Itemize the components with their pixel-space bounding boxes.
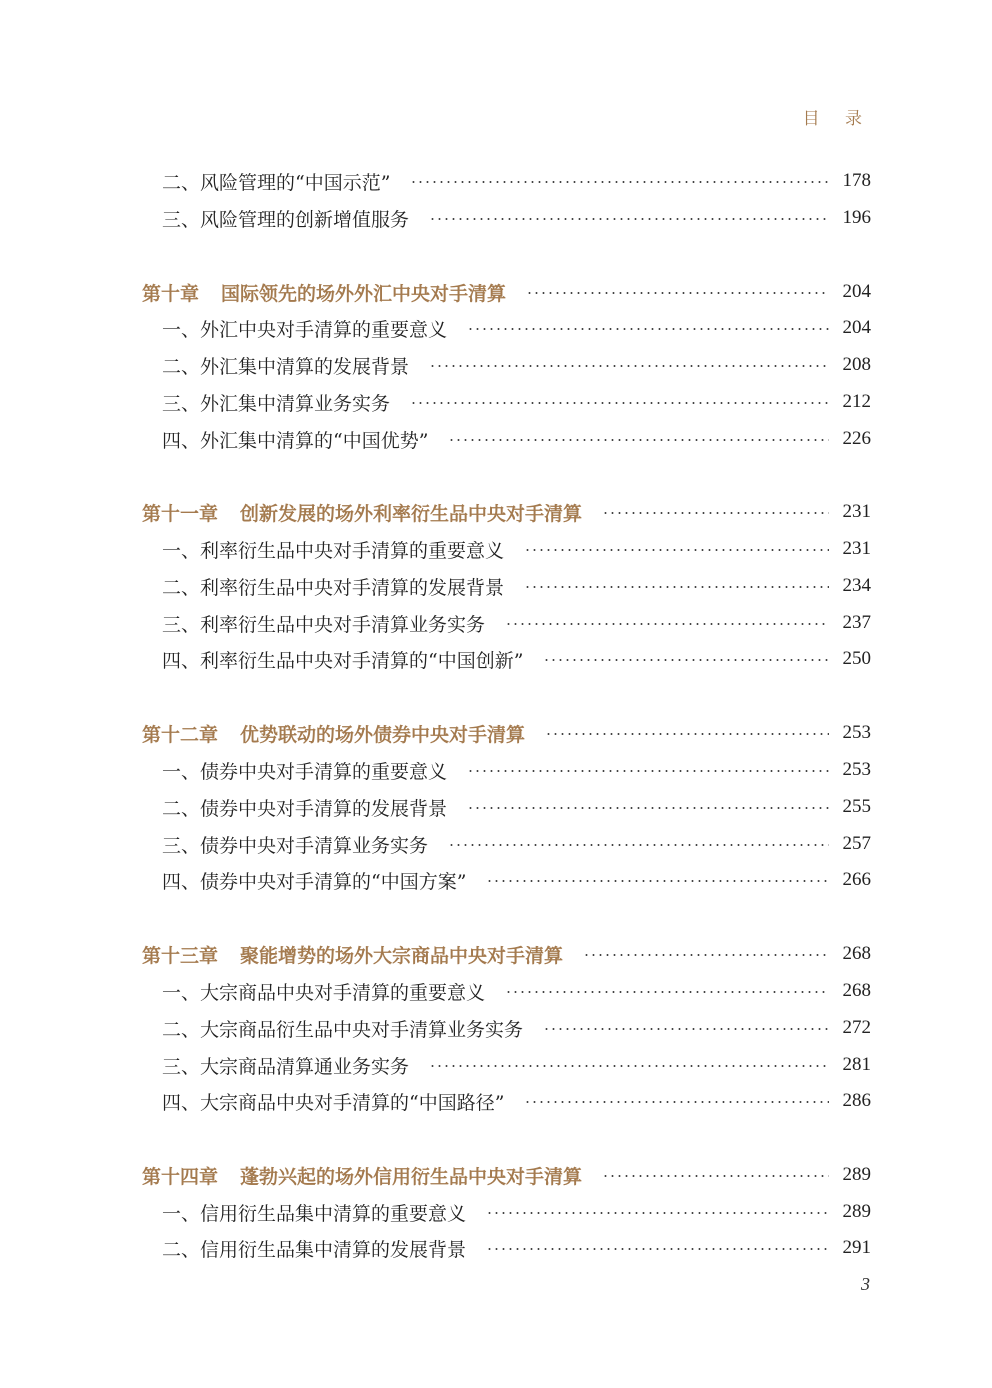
chapter-number: 第十二章 (142, 723, 219, 746)
entry-page-number: 291 (842, 1237, 871, 1258)
dot-leader (505, 991, 829, 993)
entry-title: 三、外汇集中清算业务实务 (162, 392, 391, 415)
toc-section-entry[interactable] (162, 1086, 871, 1116)
dot-leader (429, 365, 829, 367)
entry-title: 聚能增势的场外大宗商品中央对手清算 (240, 944, 564, 967)
dot-leader (602, 512, 829, 514)
entry-title: 一、信用衍生品集中清算的重要意义 (162, 1202, 467, 1225)
dot-leader (486, 1248, 829, 1250)
dot-leader (448, 844, 829, 846)
entry-page-number: 253 (842, 722, 871, 743)
entry-page-number: 289 (842, 1164, 871, 1185)
entry-page-number: 231 (842, 538, 871, 559)
entry-page-number: 237 (842, 612, 871, 633)
toc-section-entry[interactable] (162, 1013, 871, 1043)
entry-title: 二、大宗商品衍生品中央对手清算业务实务 (162, 1018, 524, 1041)
entry-page-number: 204 (842, 317, 871, 338)
dot-leader (505, 623, 829, 625)
dot-leader (545, 733, 829, 735)
dot-leader (526, 292, 829, 294)
entry-title: 二、风险管理的“中国示范” (162, 171, 391, 194)
entry-title: 创新发展的场外利率衍生品中央对手清算 (240, 502, 583, 525)
entry-title: 二、信用衍生品集中清算的发展背景 (162, 1238, 467, 1261)
entry-title: 三、风险管理的创新增值服务 (162, 208, 410, 231)
entry-page-number: 196 (842, 207, 871, 228)
running-header: 目 录 (802, 109, 872, 129)
toc-section-entry[interactable] (162, 755, 871, 785)
chapter-number: 第十四章 (142, 1165, 219, 1188)
dot-leader (524, 586, 829, 588)
toc-section-entry[interactable] (162, 1233, 871, 1263)
entry-title: 国际领先的场外外汇中央对手清算 (221, 282, 507, 305)
entry-title: 三、债券中央对手清算业务实务 (162, 834, 429, 857)
dot-leader (448, 439, 829, 441)
entry-title: 三、大宗商品清算通业务实务 (162, 1055, 410, 1078)
toc-section-entry[interactable] (162, 166, 871, 196)
toc-section-entry[interactable] (162, 608, 871, 638)
entry-page-number: 234 (842, 575, 871, 596)
toc-chapter-entry[interactable] (142, 718, 871, 748)
toc-section-entry[interactable] (162, 644, 871, 674)
toc-chapter-entry[interactable] (142, 939, 871, 969)
dot-leader (467, 807, 829, 809)
dot-leader (467, 770, 829, 772)
entry-page-number: 266 (842, 869, 871, 890)
toc-chapter-entry[interactable] (142, 1160, 871, 1190)
entry-page-number: 178 (842, 170, 871, 191)
entry-page-number: 204 (842, 281, 871, 302)
entry-page-number: 272 (842, 1017, 871, 1038)
dot-leader (543, 659, 829, 661)
entry-title: 三、利率衍生品中央对手清算业务实务 (162, 613, 486, 636)
entry-page-number: 289 (842, 1201, 871, 1222)
entry-page-number: 253 (842, 759, 871, 780)
chapter-number: 第十一章 (142, 502, 219, 525)
toc-section-entry[interactable] (162, 792, 871, 822)
entry-page-number: 268 (842, 980, 871, 1001)
dot-leader (524, 1101, 829, 1103)
toc-section-entry[interactable] (162, 350, 871, 380)
entry-title: 二、利率衍生品中央对手清算的发展背景 (162, 576, 505, 599)
entry-title: 二、外汇集中清算的发展背景 (162, 355, 410, 378)
toc-section-entry[interactable] (162, 976, 871, 1006)
entry-title: 四、外汇集中清算的“中国优势” (162, 429, 429, 452)
entry-title: 二、债券中央对手清算的发展背景 (162, 797, 448, 820)
toc-section-entry[interactable] (162, 829, 871, 859)
entry-title: 一、债券中央对手清算的重要意义 (162, 760, 448, 783)
entry-page-number: 257 (842, 833, 871, 854)
toc-chapter-entry[interactable] (142, 277, 871, 307)
chapter-number: 第十三章 (142, 944, 219, 967)
toc-section-entry[interactable] (162, 865, 871, 895)
entry-title: 一、利率衍生品中央对手清算的重要意义 (162, 539, 505, 562)
dot-leader (486, 880, 829, 882)
entry-page-number: 231 (842, 501, 871, 522)
entry-title: 一、外汇中央对手清算的重要意义 (162, 318, 448, 341)
dot-leader (429, 1065, 829, 1067)
entry-page-number: 286 (842, 1090, 871, 1111)
dot-leader (410, 402, 829, 404)
entry-title: 四、债券中央对手清算的“中国方案” (162, 870, 467, 893)
entry-title: 四、利率衍生品中央对手清算的“中国创新” (162, 649, 524, 672)
dot-leader (602, 1175, 829, 1177)
dot-leader (410, 181, 829, 183)
chapter-number: 第十章 (142, 282, 200, 305)
toc-section-entry[interactable] (162, 424, 871, 454)
dot-leader (486, 1212, 829, 1214)
toc-section-entry[interactable] (162, 203, 871, 233)
entry-page-number: 281 (842, 1054, 871, 1075)
entry-title: 四、大宗商品中央对手清算的“中国路径” (162, 1091, 505, 1114)
entry-title: 一、大宗商品中央对手清算的重要意义 (162, 981, 486, 1004)
entry-page-number: 250 (842, 648, 871, 669)
entry-page-number: 212 (842, 391, 871, 412)
toc-section-entry[interactable] (162, 1197, 871, 1227)
entry-page-number: 226 (842, 428, 871, 449)
toc-section-entry[interactable] (162, 313, 871, 343)
dot-leader (583, 954, 829, 956)
toc-section-entry[interactable] (162, 534, 871, 564)
entry-title: 优势联动的场外债券中央对手清算 (240, 723, 526, 746)
dot-leader (543, 1028, 829, 1030)
dot-leader (467, 328, 829, 330)
entry-page-number: 208 (842, 354, 871, 375)
toc-section-entry[interactable] (162, 387, 871, 417)
toc-section-entry[interactable] (162, 1050, 871, 1080)
toc-section-entry[interactable] (162, 571, 871, 601)
toc-chapter-entry[interactable] (142, 497, 871, 527)
dot-leader (429, 218, 829, 220)
entry-page-number: 255 (842, 796, 871, 817)
page-number: 3 (861, 1274, 870, 1294)
entry-page-number: 268 (842, 943, 871, 964)
dot-leader (524, 549, 829, 551)
entry-title: 蓬勃兴起的场外信用衍生品中央对手清算 (240, 1165, 583, 1188)
